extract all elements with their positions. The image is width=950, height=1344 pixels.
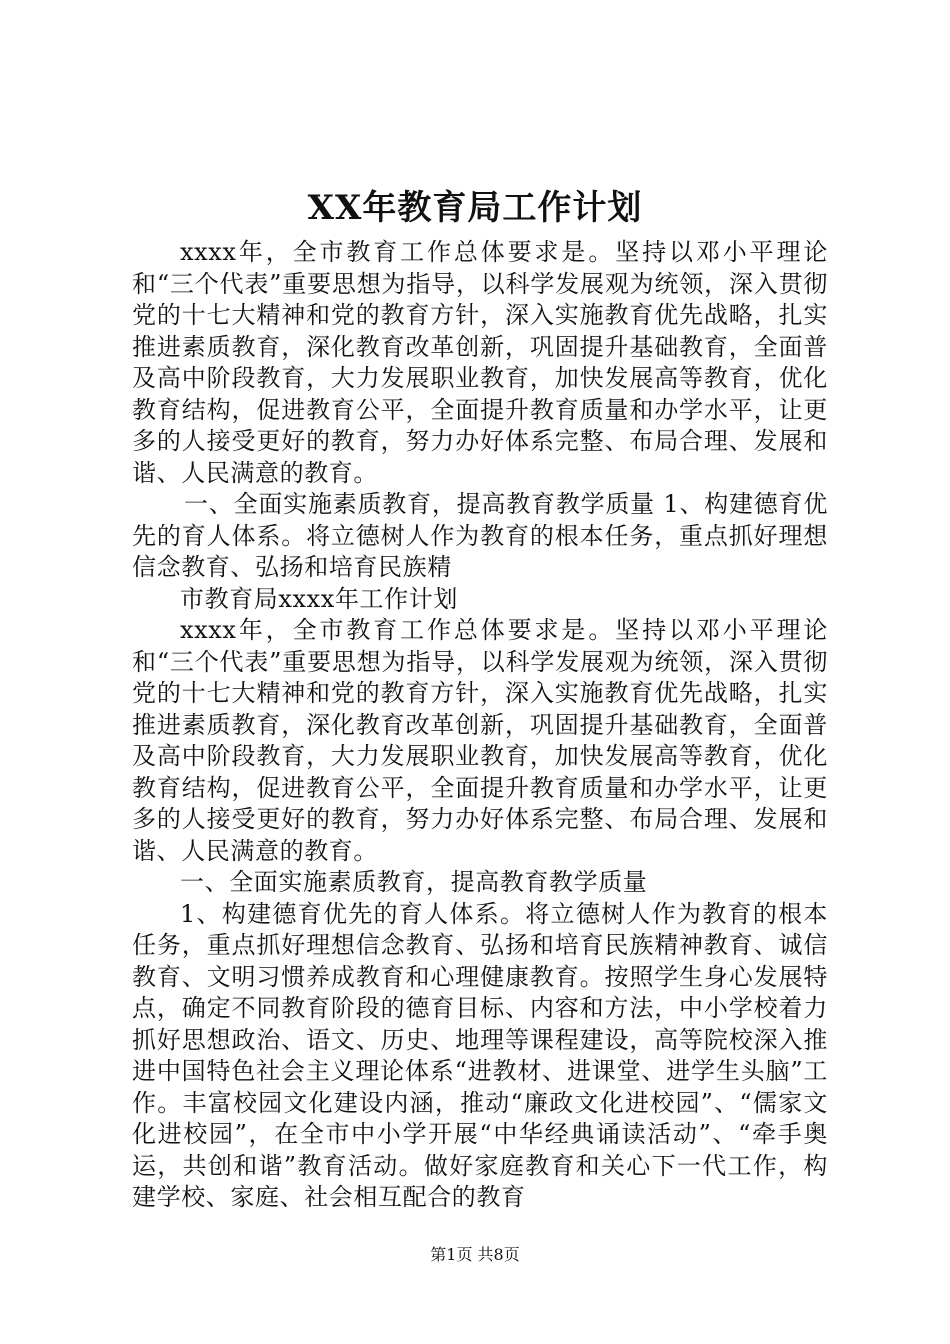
paragraph-subtitle: 市教育局xxxx年工作计划	[180, 584, 458, 613]
document-body	[132, 237, 828, 1214]
document-title: XX年教育局工作计划	[307, 188, 643, 228]
paragraph-section-one-summary: 一、全面实施素质教育，提高教育教学质量 1、构建德育优先的育人体系。将立德树人作为教育的根本任务，重点抓好理想信念教育、弘扬和培育民族精	[132, 490, 828, 581]
page-footer: 第1页 共8页	[430, 1245, 520, 1264]
section-heading: 一、全面实施素质教育，提高教育教学质量	[180, 868, 648, 896]
paragraph-intro: xxxx年，全市教育工作总体要求是。坚持以邓小平理论和“三个代表”重要思想为指导，以科学发展观为统领，深入贯彻党的十七大精神和党的教育方针，深入实施教育优先战略，扎实推进素质教育，深化教育改革创新，巩固提升基础教育，全面普及高中阶段教育，大力发展职业教育，加快发展高等教育，优化教育结构，促进教育公平，全面提升教育质量和办学水平，让更多的人接受更好的教育，努力办好体系完整、布局合理、发展和谐、人民满意的教育。	[132, 238, 828, 487]
paragraph-intro-repeat: xxxx年，全市教育工作总体要求是。坚持以邓小平理论和“三个代表”重要思想为指导，以科学发展观为统领，深入贯彻党的十七大精神和党的教育方针，深入实施教育优先战略，扎实推进素质教育，深化教育改革创新，巩固提升基础教育，全面普及高中阶段教育，大力发展职业教育，加快发展高等教育，优化教育结构，促进教育公平，全面提升教育质量和办学水平，让更多的人接受更好的教育，努力办好体系完整、布局合理、发展和谐、人民满意的教育。	[132, 616, 828, 865]
paragraph-moral-education: 1、构建德育优先的育人体系。将立德树人作为教育的根本任务，重点抓好理想信念教育、弘扬和培育民族精神教育、诚信教育、文明习惯养成教育和心理健康教育。按照学生身心发展特点，确定不同教育阶段的德育目标、内容和方法，中小学校着力抓好思想政治、语文、历史、地理等课程建设，高等院校深入推进中国特色社会主义理论体系“进教材、进课堂、进学生头脑”工作。丰富校园文化建设内涵，推动“廉政文化进校园”、“儒家文化进校园”，在全市中小学开展“中华经典诵读活动”、“牵手奥运，共创和谐”教育活动。做好家庭教育和关心下一代工作，构建学校、家庭、社会相互配合的教育	[132, 899, 828, 1211]
